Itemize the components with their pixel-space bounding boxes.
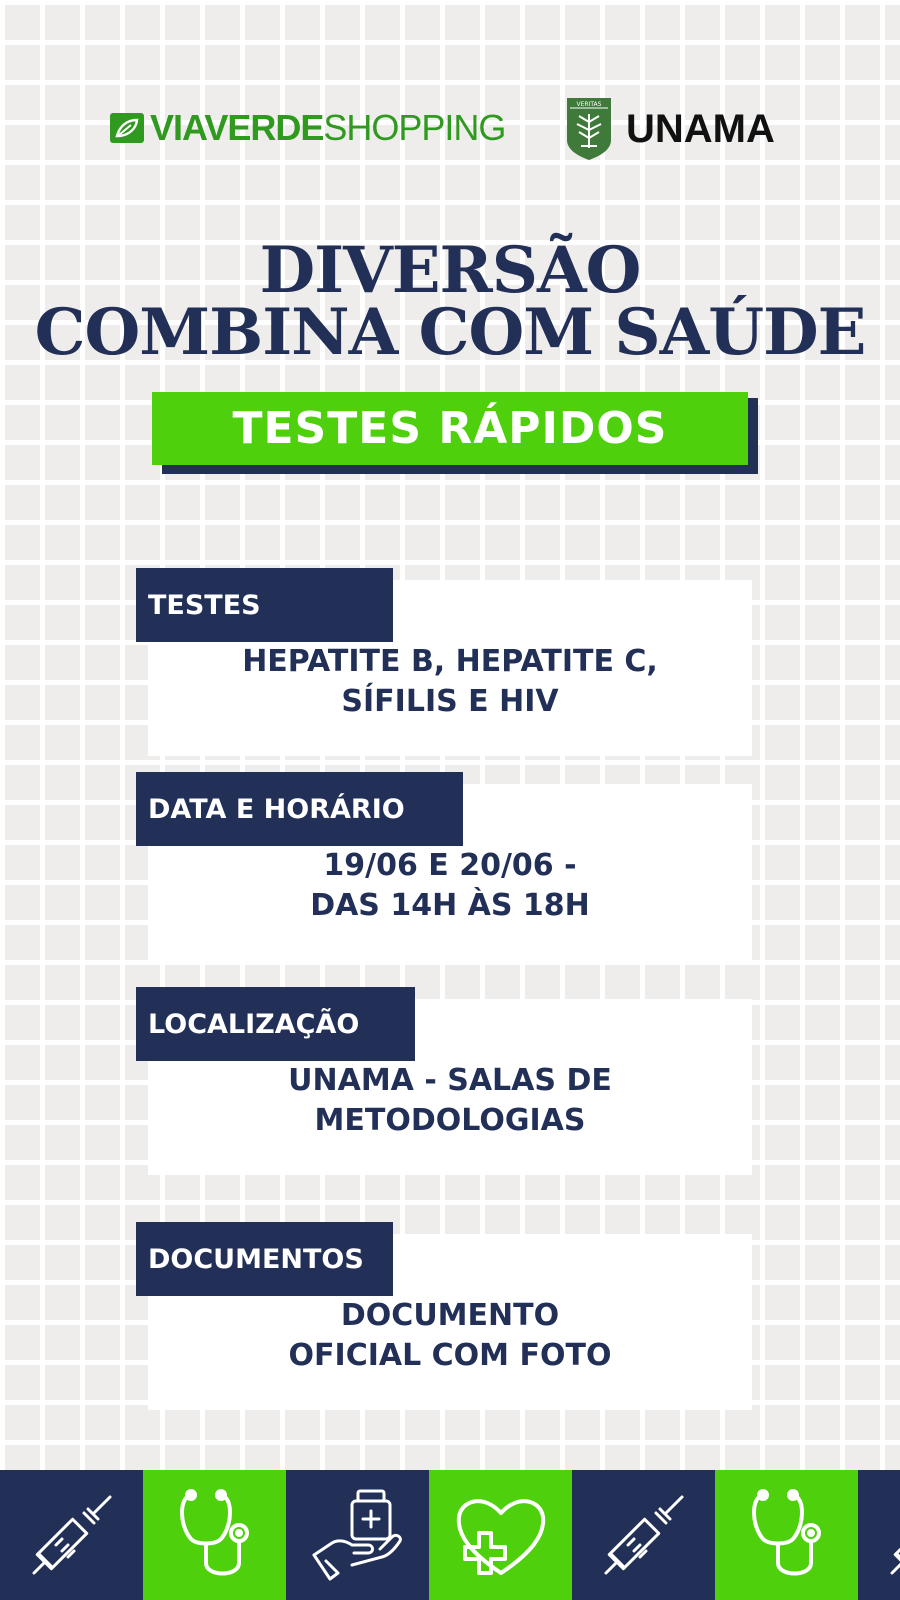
heart-plus-icon [451, 1485, 551, 1585]
stethoscope-icon [165, 1485, 265, 1585]
unama-motto: VERITAS [576, 101, 602, 108]
icon-tile [572, 1470, 715, 1600]
syringe-icon [880, 1485, 900, 1585]
icon-tile [715, 1470, 858, 1600]
shopping-wordmark: SHOPPING [323, 107, 506, 148]
schedule-card-label: DATA E HORÁRIO [136, 772, 463, 846]
icon-tile [143, 1470, 286, 1600]
unama-logo [564, 96, 775, 162]
icon-tile [429, 1470, 572, 1600]
icon-strip [0, 1470, 900, 1600]
medicine-hand-icon [308, 1485, 408, 1585]
syringe-icon [22, 1485, 122, 1585]
icon-tile [0, 1470, 143, 1600]
leaf-icon [110, 113, 144, 143]
tests-banner: TESTES RÁPIDOS [152, 392, 748, 465]
stethoscope-icon [737, 1485, 837, 1585]
location-card-label: LOCALIZAÇÃO [136, 987, 415, 1061]
icon-tile [286, 1470, 429, 1600]
unama-shield-icon [564, 96, 614, 162]
title-line-1: DIVERSÃO [259, 233, 641, 308]
schedule-card-value: 19/06 E 20/06 - DAS 14H ÀS 18H [310, 848, 590, 923]
unama-wordmark: UNAMA [626, 106, 775, 151]
location-card-value: UNAMA - SALAS DE METODOLOGIAS [288, 1063, 612, 1138]
header-logos [0, 92, 900, 172]
tests-card-value: HEPATITE B, HEPATITE C, SÍFILIS E HIV [242, 644, 658, 719]
tests-card-label: TESTES [136, 568, 393, 642]
title-line-2: COMBINA COM SAÚDE [34, 295, 866, 370]
documents-card-value: DOCUMENTO OFICIAL COM FOTO [288, 1298, 612, 1373]
documents-card-label: DOCUMENTOS [136, 1222, 393, 1296]
via-verde-shopping-logo [110, 107, 506, 148]
syringe-icon [594, 1485, 694, 1585]
icon-tile [858, 1470, 900, 1600]
via-verde-wordmark: VIAVERDE [150, 107, 324, 148]
page-title [0, 233, 900, 370]
